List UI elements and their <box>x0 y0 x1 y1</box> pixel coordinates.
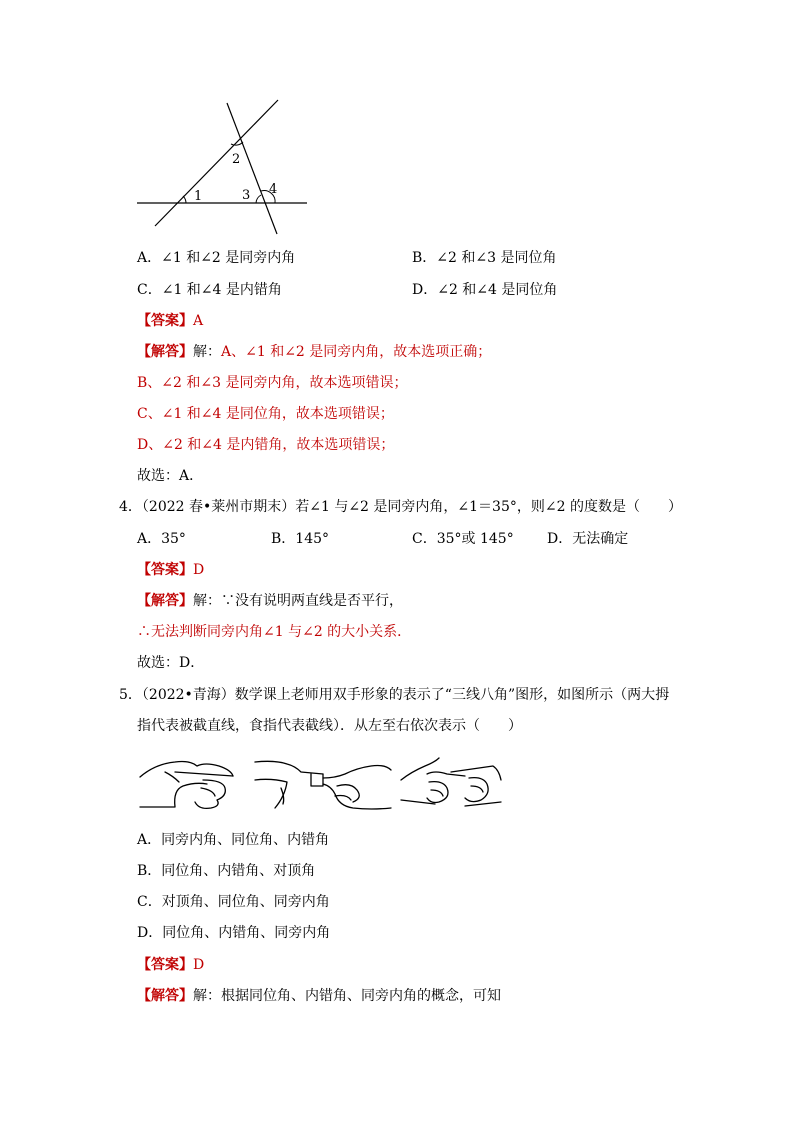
q3-option-c: C．∠1 和∠4 是内错角 <box>137 282 282 298</box>
solution-lead: 解：根据同位角、内错角、同旁内角的概念，可知 <box>193 988 501 1004</box>
q5-option-b: B．同位角、内错角、对顶角 <box>137 863 316 879</box>
angle-label-4: 4 <box>269 182 278 197</box>
q4-option-b: B．145° <box>271 531 330 547</box>
q4-answer <box>137 561 204 579</box>
q3-conclusion: 故选：A． <box>137 468 204 484</box>
q4-stem: 4．（2022 春•莱州市期末）若∠1 与∠2 是同旁内角，∠1＝35°，则∠2 的度数是（ ） <box>119 499 682 515</box>
q3-solution <box>137 343 491 361</box>
q3-answer <box>137 312 203 330</box>
solution-lead: 解： <box>193 344 221 360</box>
q3-option-a: A．∠1 和∠2 是同旁内角 <box>137 250 296 266</box>
q3-option-d: D．∠2 和∠4 是同位角 <box>412 282 558 298</box>
q3-solution-line-d: D、∠2 和∠4 是内错角，故本选项错误； <box>137 437 395 453</box>
answer-tag: 【答案】 <box>137 957 193 973</box>
q3-option-b: B．∠2 和∠3 是同位角 <box>412 250 557 266</box>
q4-solution-line-2: ∴无法判断同旁内角∠1 与∠2 的大小关系． <box>137 624 412 640</box>
answer-value: A <box>193 313 204 329</box>
q4-option-a: A．35° <box>137 531 186 547</box>
hands-illustration <box>135 752 505 812</box>
angle-label-3: 3 <box>242 188 251 203</box>
q5-stem-line-2: 指代表被截直线，食指代表截线）．从左至右依次表示（ ） <box>137 718 522 734</box>
q5-answer <box>137 956 204 974</box>
q4-conclusion: 故选：D． <box>137 655 205 671</box>
solution-line: A、∠1 和∠2 是同旁内角，故本选项正确； <box>221 344 492 360</box>
answer-value: D <box>193 957 205 973</box>
answer-tag: 【答案】 <box>137 313 193 329</box>
q5-option-d: D．同位角、内错角、同旁内角 <box>137 925 331 941</box>
q5-option-c: C．对顶角、同位角、同旁内角 <box>137 894 330 910</box>
solution-tag: 【解答】 <box>137 344 193 360</box>
q4-option-c: C．35°或 145° <box>412 531 514 547</box>
q4-solution <box>137 592 403 610</box>
angle-figure <box>130 95 320 240</box>
angle-label-1: 1 <box>194 189 203 204</box>
answer-tag: 【答案】 <box>137 562 193 578</box>
solution-tag: 【解答】 <box>137 988 193 1004</box>
solution-tag: 【解答】 <box>137 593 193 609</box>
q5-option-a: A．同旁内角、同位角、内错角 <box>137 832 330 848</box>
solution-lead: 解：∵没有说明两直线是否平行， <box>193 593 403 609</box>
angle-label-2: 2 <box>232 152 241 167</box>
q3-solution-line-b: B、∠2 和∠3 是同旁内角，故本选项错误； <box>137 375 408 391</box>
q5-stem-line-1: 5．（2022•青海）数学课上老师用双手形象的表示了“三线八角”图形，如图所示（两大拇 <box>119 687 670 703</box>
q4-option-d: D．无法确定 <box>547 531 629 547</box>
answer-value: D <box>193 562 205 578</box>
q3-solution-line-c: C、∠1 和∠4 是同位角，故本选项错误； <box>137 406 394 422</box>
q5-solution <box>137 987 501 1005</box>
